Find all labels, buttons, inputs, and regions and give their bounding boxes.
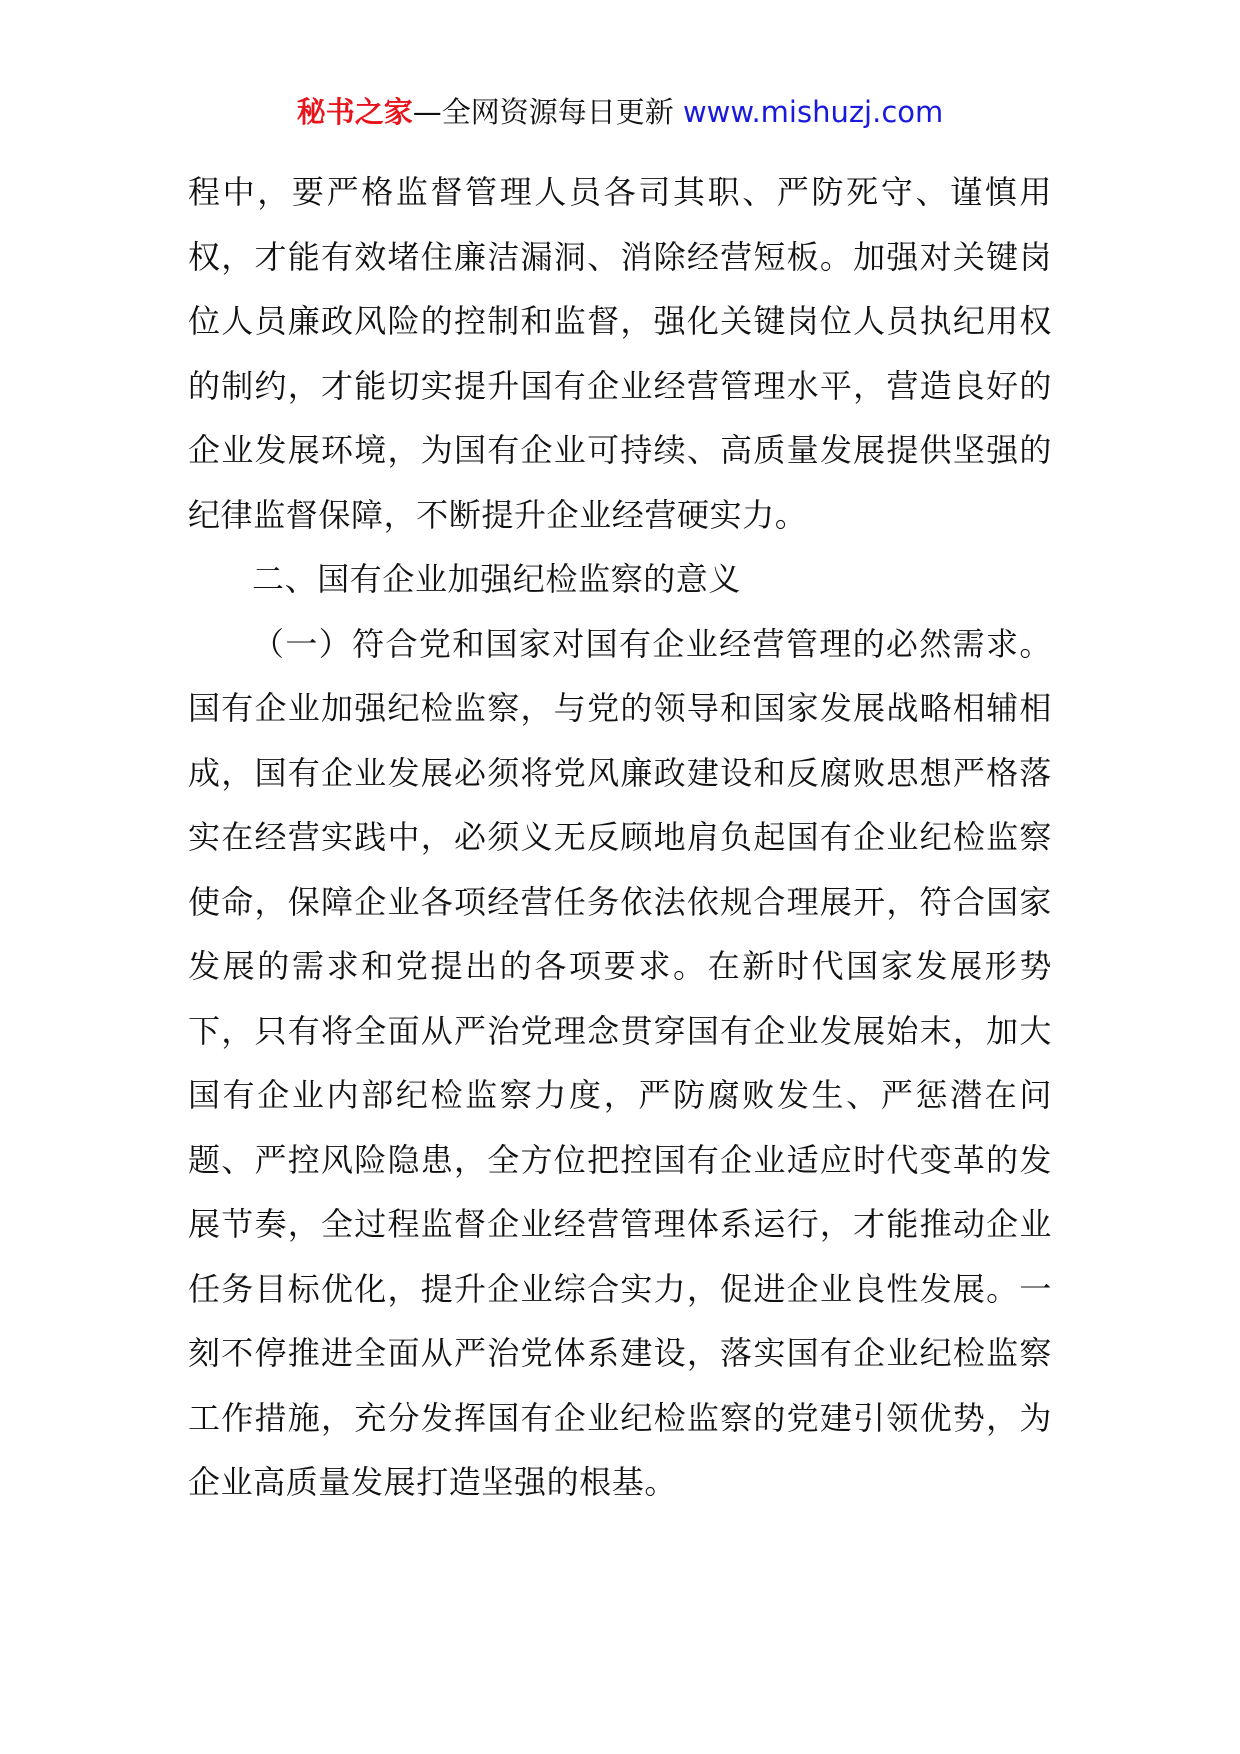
- document-body: [188, 160, 1052, 1515]
- site-brand: 秘书之家: [296, 95, 413, 129]
- site-slogan: —全网资源每日更新: [412, 95, 683, 129]
- paragraph-subsection-1: （一）符合党和国家对国有企业经营管理的必然需求。国有企业加强纪检监察，与党的领导和国家发展战略相辅相成，国有企业发展必须将党风廉政建设和反腐败思想严格落实在经营实践中，必须义无反顾地肩负起国有企业纪检监察使命，保障企业各项经营任务依法依规合理展开，符合国家发展的需求和党提出的各项要求。在新时代国家发展形势下，只有将全面从严治党理念贯穿国有企业发展始末，加大国有企业内部纪检监察力度，严防腐败发生、严惩潜在问题、严控风险隐患，全方位把控国有企业适应时代变革的发展节奏，全过程监督企业经营管理体系运行，才能推动企业任务目标优化，提升企业综合实力，促进企业良性发展。一刻不停推进全面从严治党体系建设，落实国有企业纪检监察工作措施，充分发挥国有企业纪检监察的党建引领优势，为企业高质量发展打造坚强的根基。: [188, 624, 1052, 1501]
- site-url-link[interactable]: www.mishuzj.com: [682, 95, 944, 129]
- section-heading: 二、国有企业加强纪检监察的意义: [252, 560, 742, 598]
- site-header: [0, 92, 1240, 132]
- paragraph-continuation: 程中，要严格监督管理人员各司其职、严防死守、谨慎用权，才能有效堵住廉洁漏洞、消除经营短板。加强对关键岗位人员廉政风险的控制和监督，强化关键岗位人员执纪用权的制约，才能切实提升国有企业经营管理水平，营造良好的企业发展环境，为国有企业可持续、高质量发展提供坚强的纪律监督保障，不断提升企业经营硬实力。: [188, 173, 1052, 534]
